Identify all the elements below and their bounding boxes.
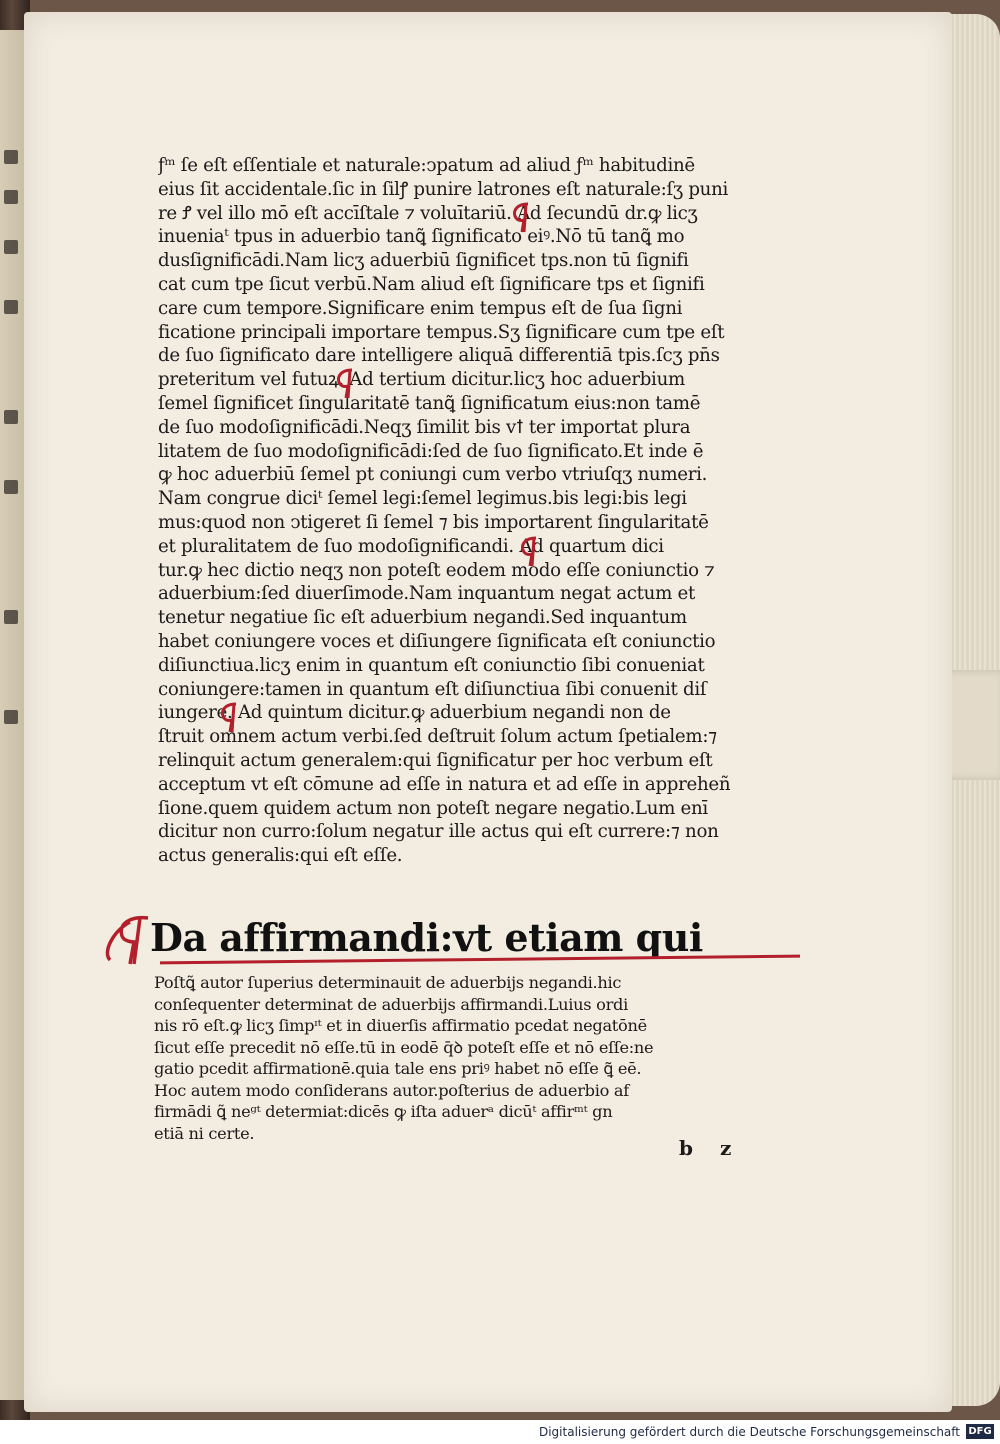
dfg-logo-icon: DFG: [966, 1424, 994, 1439]
section-heading-text: Da affirmandi:vt etiam qui: [150, 915, 703, 960]
text-line: eius ſit accidentale.ſic in ſilꝭ punire latrones eſt naturale:ſʒ puni: [158, 178, 729, 200]
margin-glyph: [4, 300, 18, 314]
text-line: de ſuo modoſignificādi.Neqʒ ſimilit bis vꝉ ter importat plura: [158, 416, 691, 438]
text-line: Hoc autem modo conſiderans autor.poſterius de aduerbio af: [154, 1080, 629, 1100]
text-line: actus generalis:qui eſt eſſe.: [158, 845, 403, 867]
book-page: [24, 12, 952, 1412]
footer-bar: [0, 1420, 1000, 1444]
text-line: dusſignificādi.Nam licʒ aduerbiū ſignificet tps.non tū ſignifi: [158, 250, 689, 272]
margin-glyph: [4, 610, 18, 624]
margin-glyph: [4, 710, 18, 724]
main-text-block: [158, 154, 788, 868]
section-heading: [100, 910, 810, 970]
text-line: ſemel ſignificet ſingularitatē tanꝗ̃ ſignificatum eius:non tamē: [158, 392, 701, 414]
text-line: ſione.quem quidem actum non poteſt negare negatio.Lum enī: [158, 797, 708, 819]
signature-mark: b z: [679, 1136, 742, 1160]
margin-glyph: [4, 240, 18, 254]
text-line: de ſuo ſignificato dare intelligere aliquā differentiā tpis.ſcʒ pn̄s: [158, 345, 720, 367]
text-line: ꝙ hoc aduerbiū ſemel pt coniungi cum verbo vtriuſqʒ numeri.: [158, 464, 708, 486]
text-line: inueniaᵗ tpus in aduerbio tanꝗ̃ ſignificato eiꝰ.Nō tū tanꝗ̃ mo: [158, 226, 685, 248]
text-line: care cum tempore.Significare enim tempus eſt de ſua ſigni: [158, 297, 683, 319]
rubric-pilcrow-icon: [216, 702, 242, 734]
text-line: firmādi ꝗ̃ neᵍᵗ determiat:dicēs ꝙ iſta aduerᵃ dicūᵗ affirᵐᵗ gn: [154, 1102, 613, 1121]
text-line: Nam congrue diciᵗ ſemel legi:ſemel legimus.bis legi:bis legi: [158, 488, 687, 510]
text-line: dicitur non curro:ſolum negatur ille actus qui eſt currere:⁊ non: [158, 821, 719, 843]
text-line: ſtruit omnem actum verbi.ſed deſtruit ſolum actum ſpetialem:⁊: [158, 726, 717, 748]
text-line: tur.ꝙ hec dictio neqʒ non poteſt eodem modo eſſe coniunctio ⁊: [158, 559, 715, 581]
text-line: litatem de ſuo modoſignificādi:ſed de ſuo ſignificato.Et inde ē: [158, 440, 704, 462]
text-line: iungere. Ad quintum dicitur.ꝙ aduerbium negandi non de: [158, 702, 671, 724]
margin-glyph: [4, 150, 18, 164]
text-line: nis rō eſt.ꝙ licʒ ſimpᶦᵗ et in diuerſis affirmatio pcedat negatōnē: [154, 1016, 647, 1035]
text-line: Poſtꝗ̃ autor ſuperius determinauit de aduerbijs negandi.hic: [154, 973, 622, 992]
text-line: ƒᵐ ſe eſt eſſentiale et naturale:ↄpatum ad aliud ƒᵐ habitudinē: [158, 155, 695, 176]
text-line: et pluralitatem de ſuo modoſignificandi. Ad quartum dici: [158, 535, 664, 557]
text-line: coniungere:tamen in quantum eſt diſiunctiua ſibi conuenit diſ: [158, 678, 707, 700]
text-line: cat cum tpe ſicut verbū.Nam aliud eſt ſignificare tps et ſignifi: [158, 273, 705, 295]
text-line: gatio pcedit affirmationē.quia tale ens priꝰ habet nō eſſe ꝗ̃ eē.: [154, 1059, 642, 1078]
commentary-block: [154, 972, 774, 1144]
footer-credit: Digitalisierung gefördert durch die Deutsche Forschungsgemeinschaft: [538, 1425, 960, 1439]
text-line: diſiunctiua.licʒ enim in quantum eſt coniunctio ſibi conueniat: [158, 654, 705, 676]
text-line: tenetur negatiue ſic eſt aduerbium negandi.Sed inquantum: [158, 607, 687, 629]
text-line: habet coniungere voces et diſiungere ſignificata eſt coniunctio: [158, 630, 716, 652]
text-line: etiā ni certe.: [154, 1123, 255, 1143]
left-margin-glyphs: [0, 150, 22, 750]
margin-glyph: [4, 480, 18, 494]
text-line: acceptum vt eſt cōmune ad eſſe in natura et ad eſſe in appreheñ: [158, 773, 731, 795]
text-line: preteritum vel futuꝝ. Ad tertium dicitur.licʒ hoc aduerbium: [158, 369, 685, 391]
margin-glyph: [4, 410, 18, 424]
text-line: aduerbium:ſed diuerſimode.Nam inquantum negat actum et: [158, 583, 695, 605]
rubric-pilcrow-icon: [508, 202, 534, 234]
rubric-pilcrow-icon: [516, 536, 542, 568]
text-line: ſicut eſſe precedit nō eſſe.tū in eodē q̄ꝺ poteſt eſſe et nō eſſe:ne: [154, 1037, 654, 1057]
text-line: ficatione principali importare tempus.Sʒ ſignificare cum tpe eſt: [158, 321, 725, 343]
rubric-pilcrow-icon: [332, 368, 358, 400]
text-line: relinquit actum generalem:qui ſignificatur per hoc verbum eſt: [158, 749, 713, 771]
text-line: re Ꝭ vel illo mō eſt accīſtale ⁊ voluītariū. Ad ſecundū dr.ꝙ licʒ: [158, 202, 698, 224]
text-line: conſequenter determinat de aduerbijs affirmandi.Luius ordi: [154, 994, 628, 1014]
margin-glyph: [4, 190, 18, 204]
text-line: mus:quod non ↄtigeret ſi ſemel ⁊ bis importarent ſingularitatē: [158, 511, 709, 533]
